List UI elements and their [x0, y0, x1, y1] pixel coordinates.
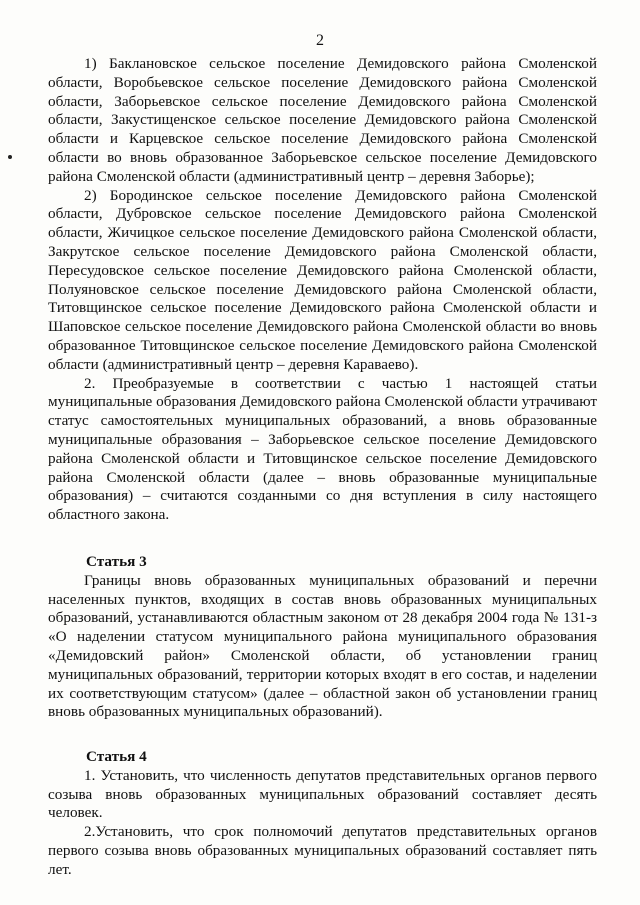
scan-speck	[8, 155, 12, 159]
spacer	[48, 525, 597, 553]
paragraph-part-2: 2. Преобразуемые в соответствии с частью 1 настоящей статьи муниципальные образования Демидовского района Смоленской области утрачивают статус самостоятельных муниципальных образований, а вновь образованные муниципальные образования – Заборьевское сельское поселение Демидовского района Смоленской области и Титовщинское сельское поселение Демидовского района Смоленской области (далее – вновь образованные муниципальные образования) – считаются созданными со дня вступления в силу настоящего областного закона.	[48, 374, 597, 524]
paragraph-item-1: 1) Баклановское сельское поселение Демидовского района Смоленской области, Воробьевское сельское поселение Демидовского района Смоленской области, Заборьевское сельское поселение Демидовского района Смоленской области, Закустищенское сельское поселение Демидовского района Смоленской области и Карцевское сельское поселение Демидовского района Смоленской области во вновь образованное Заборьевское сельское поселение Демидовского района Смоленской области (административный центр – деревня Заборье);	[48, 55, 597, 185]
document-body	[48, 55, 597, 880]
page-number: 2	[316, 32, 324, 49]
article-3-text: Границы вновь образованных муниципальных образований и перечни населенных пунктов, входящих в состав вновь образованных муниципальных образований, устанавливаются областным законом от 28 декабря 2004 года № 131-з «О наделении статусом муниципального района муниципального образования «Демидовский район» Смоленской области, об установлении границ муниципальных образований, территории которых входят в его состав, и наделении их соответствующим статусом» (далее – областной закон об установлении границ вновь образованных муниципальных образований).	[48, 571, 597, 721]
article-3-heading: Статья 3	[86, 552, 147, 570]
article-4-item-2: 2.Установить, что срок полномочий депутатов представительных органов первого созыва вновь образованных муниципальных образований составляет пять лет.	[48, 823, 597, 878]
spacer	[48, 722, 597, 748]
paragraph-item-2: 2) Бородинское сельское поселение Демидовского района Смоленской области, Дубровское сельское поселение Демидовского района Смоленской области, Жичицкое сельское поселение Демидовского района Смоленской области, Закрутское сельское поселение Демидовского района Смоленской области, Пересудовское сельское поселение Демидовского района Смоленской области, Полуяновское сельское поселение Демидовского района Смоленской области, Титовщинское сельское поселение Демидовского района Смоленской области и Шаповское сельское поселение Демидовского района Смоленской области во вновь образованное Титовщинское сельское поселение Демидовского района Смоленской области (административный центр – деревня Караваево).	[48, 186, 597, 373]
article-4-item-1: 1. Установить, что численность депутатов представительных органов первого созыва вновь образованных муниципальных образований составляет десять человек.	[48, 766, 597, 822]
article-4-heading: Статья 4	[86, 748, 147, 766]
